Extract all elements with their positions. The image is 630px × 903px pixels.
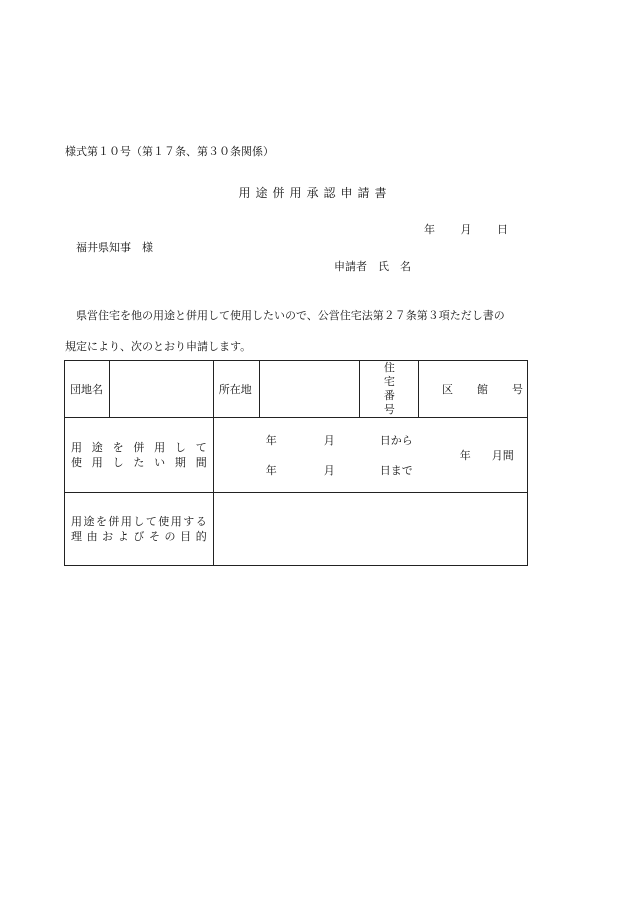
applicant-name-label: 申請者 氏 名 xyxy=(334,260,411,273)
complex-name-label: 団地名 xyxy=(65,361,110,418)
reason-field[interactable] xyxy=(213,493,527,566)
reason-label-line-1: 用途を併用して使用する xyxy=(71,515,207,528)
reason-label-line-2: 理由およびその目的 xyxy=(71,530,207,543)
table-row xyxy=(65,361,528,418)
period-end-year: 年 xyxy=(265,464,277,477)
addressee: 福井県知事 様 xyxy=(76,241,153,254)
document-title: 用途併用承認申請書 xyxy=(238,186,392,200)
house-number-label-line-2: 番 号 xyxy=(383,389,430,416)
date-year: 年 xyxy=(424,223,435,236)
complex-name-field[interactable] xyxy=(110,361,214,418)
period-field[interactable] xyxy=(213,418,527,493)
body-text-line-2: 規定により、次のとおり申請します。 xyxy=(65,340,252,353)
house-number-field[interactable] xyxy=(419,361,528,418)
period-start-day: 日から xyxy=(379,434,413,447)
date-line xyxy=(424,221,508,237)
period-total-month: 月間 xyxy=(491,449,514,462)
period-start-month: 月 xyxy=(323,434,335,447)
table-row xyxy=(65,493,528,566)
ward-ku-label: 区 xyxy=(442,383,453,396)
period-end-month: 月 xyxy=(323,464,335,477)
body-text-line-1: 県営住宅を他の用途と併用して使用したいので、公営住宅法第２７条第３項ただし書の xyxy=(76,309,505,322)
table-row xyxy=(65,418,528,493)
period-end-day: 日まで xyxy=(379,464,413,477)
date-month: 月 xyxy=(460,223,472,236)
house-number-label xyxy=(360,361,430,418)
body-text xyxy=(65,300,530,362)
location-field[interactable] xyxy=(259,361,360,418)
house-number-label-line-1: 住 宅 xyxy=(383,361,430,388)
ward-kan-label: 館 xyxy=(477,383,488,396)
ward-go-label: 号 xyxy=(512,383,523,396)
period-start-year: 年 xyxy=(265,434,277,447)
application-table xyxy=(64,360,528,566)
period-label xyxy=(65,418,214,493)
form-number: 様式第１０号（第１７条、第３０条関係） xyxy=(65,145,274,158)
location-label: 所在地 xyxy=(213,361,259,418)
date-day: 日 xyxy=(497,223,508,236)
period-label-line-1: 用途を併用して xyxy=(71,441,207,454)
period-label-line-2: 使用したい期間 xyxy=(71,456,207,469)
reason-label xyxy=(65,493,214,566)
period-total-year: 年 xyxy=(459,449,471,462)
